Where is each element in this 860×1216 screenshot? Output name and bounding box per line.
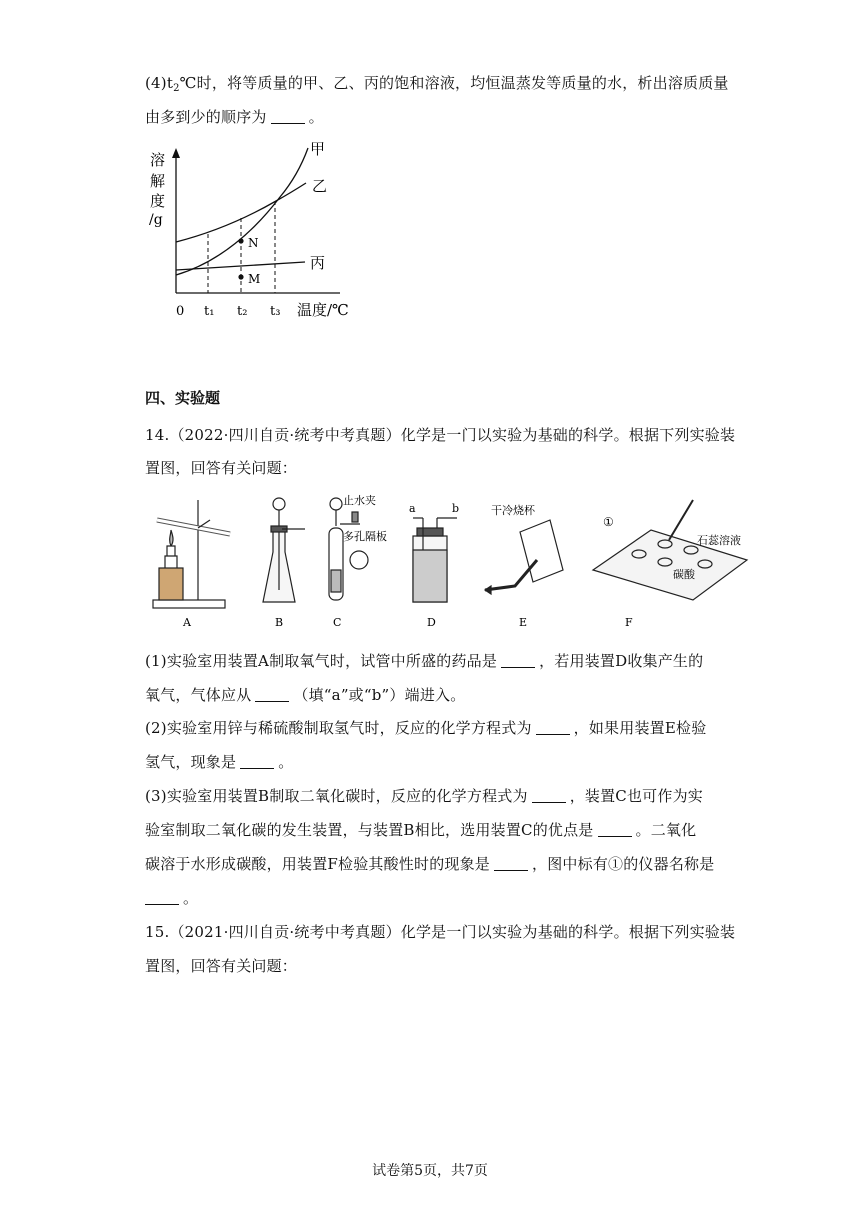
q14-part2-line2: 氢气，现象是 。 [145,753,294,771]
label-f: F [625,616,633,629]
q13-part4-line2: 由多到少的顺序为 。 [145,108,324,126]
answer-blank[interactable] [598,821,632,837]
q14-part2-line1: (2)实验室用锌与稀硫酸制取氢气时，反应的化学方程式为 ，如果用装置E检验 [145,719,707,737]
ylabel-1: 溶 [150,151,166,169]
answer-blank[interactable] [255,686,289,702]
section-title: 四、实验题 [145,389,221,407]
q14-part3-line1: (3)实验室用装置B制取二氧化碳时，反应的化学方程式为 ，装置C也可作为实 [145,787,703,805]
tick-t3: t₃ [270,304,281,319]
page-footer: 试卷第5页，共7页 [372,1163,488,1179]
answer-blank[interactable] [501,652,535,668]
label-c: C [333,616,342,629]
point-m [238,274,243,279]
apparatus-b [263,498,305,602]
answer-blank[interactable] [271,108,305,124]
label-d: D [427,616,436,629]
apparatus-figure [145,490,765,630]
q14-part1-line1: (1)实验室用装置A制取氧气时，试管中所盛的药品是 ，若用装置D收集产生的 [145,652,704,670]
q14-part3-line2: 验室制取二氧化碳的发生装置，与装置B相比，选用装置C的优点是 。二氧化 [145,821,697,839]
q14-part3-line3: 碳溶于水形成碳酸，用装置F检验其酸性时的现象是 ，图中标有①的仪器名称是 [145,855,715,873]
apparatus-c [329,498,368,600]
marker-label: ① [603,515,614,529]
tick-t1: t₁ [204,304,215,319]
q14-intro-line2: 置图，回答有关问题： [145,459,298,477]
point-n-label: N [248,236,259,250]
label-e: E [519,616,528,629]
series-jia-curve [176,148,308,275]
q15-intro-line2: 置图，回答有关问题： [145,957,298,975]
y-axis-arrow [172,148,180,158]
apparatus-d [413,518,457,602]
q13-part4-line1: $(4)t_2℃$时，将等质量的甲、乙、丙的饱和溶液，均恒温蒸发等质量的水，析出溶质质量 [145,74,729,94]
q15-intro-line1: 15.（2021·四川自贡·统考中考真题）化学是一门以实验为基础的科学。根据下列实验装 [145,923,736,941]
apparatus-e [485,520,563,594]
q14-part1-line2: 氧气，气体应从 （填“a”或“b”）端进入。 [145,686,466,704]
acid-label: 碳酸 [673,568,695,581]
answer-blank[interactable] [494,855,528,871]
ylabel-2: 解 [150,172,166,190]
beaker-label: 干冷烧杯 [491,504,535,517]
apparatus-a [153,500,230,608]
ylabel-3: 度 [150,192,166,210]
point-m-label: M [248,272,261,286]
port-b-label: b [452,502,460,515]
label-b: B [275,616,284,629]
answer-blank[interactable] [532,787,566,803]
port-a-label: a [409,502,416,515]
ylabel-4: /g [149,212,163,228]
answer-blank[interactable] [536,719,570,735]
answer-blank[interactable] [240,753,274,769]
series-bing-label: 丙 [310,254,326,272]
label-a: A [183,616,191,629]
answer-blank[interactable] [145,889,179,905]
plate-label: 多孔隔板 [343,530,387,543]
origin-label: 0 [176,304,185,319]
litmus-label: 石蕊溶液 [697,534,741,547]
tick-t2: t₂ [237,304,248,319]
series-jia-label: 甲 [310,140,326,158]
xlabel: 温度/℃ [297,301,349,319]
series-yi-label: 乙 [312,177,328,195]
apparatus-f [593,500,747,600]
point-n [238,238,243,243]
q14-intro-line1: 14.（2022·四川自贡·统考中考真题）化学是一门以实验为基础的科学。根据下列实验装 [145,426,736,444]
q14-part3-line4: 。 [145,887,198,908]
clip-label: 止水夹 [343,494,376,507]
solubility-chart [140,140,370,325]
